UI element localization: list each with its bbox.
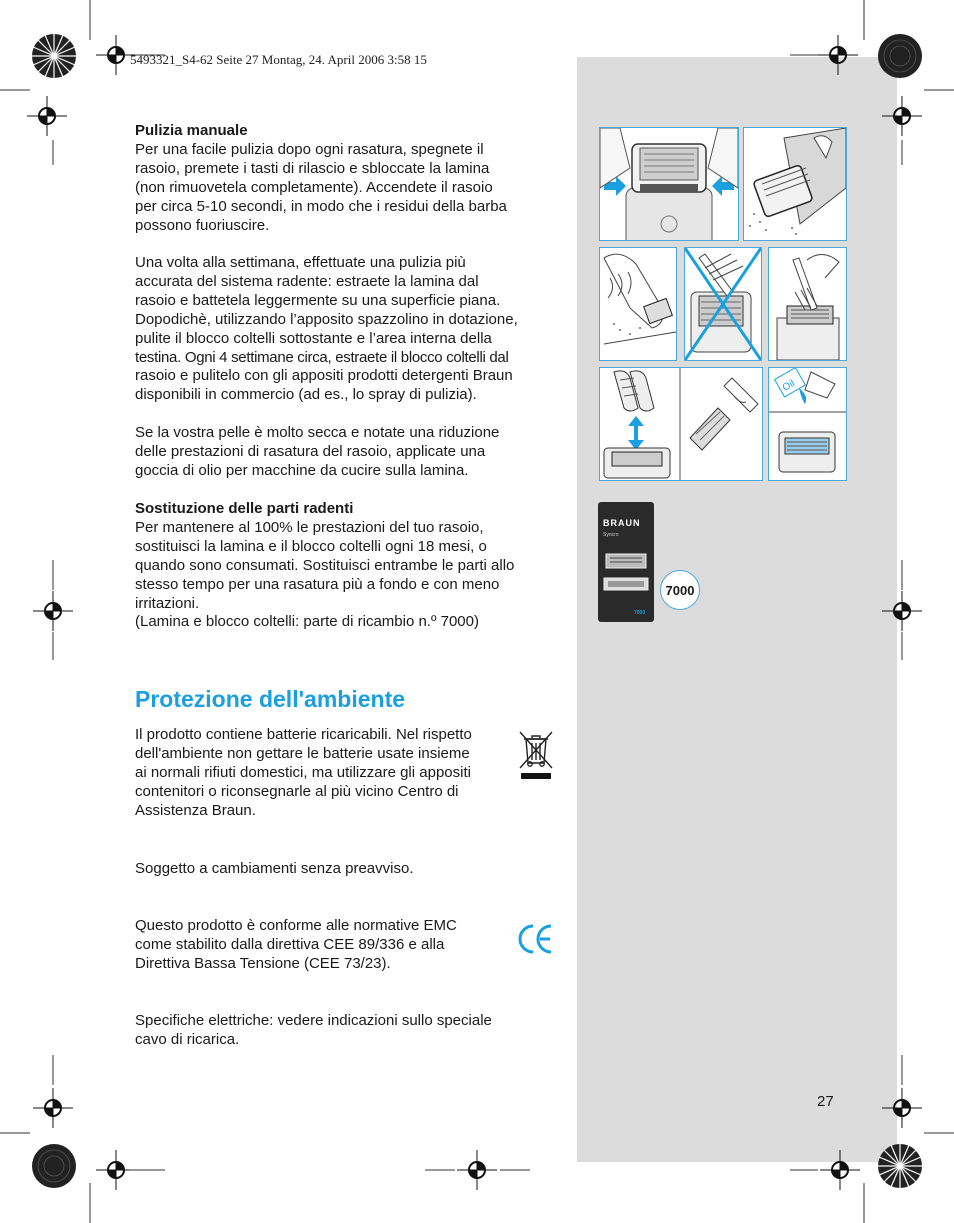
ce-mark-icon xyxy=(517,922,555,956)
text-line: rasoio e battetela leggermente su una superficie piana. xyxy=(135,291,501,309)
oil-label: Oil xyxy=(780,378,797,394)
text-line: stesso tempo per una rasatura più a fondo e con meno xyxy=(135,575,500,593)
manual-cleaning-heading: Pulizia manuale xyxy=(135,122,248,139)
text-line: Questo prodotto è conforme alle normative EMC xyxy=(135,917,457,934)
pack-tag: 7000 xyxy=(634,610,646,616)
replacement-pack xyxy=(598,502,654,622)
pack-brand-logo: BRAUN xyxy=(603,518,641,528)
notice-section xyxy=(135,860,557,879)
manual-cleaning-section xyxy=(135,122,557,235)
text-line: irritazioni. xyxy=(135,594,200,612)
text-line: Direttiva Bassa Tensione (CEE 73/23). xyxy=(135,954,391,972)
text-line: Dopodichè, utilizzando l’apposito spazzolino in dotazione, xyxy=(135,310,518,328)
illustration-shaver-on xyxy=(743,127,847,241)
text-line: Assistenza Braun. xyxy=(135,801,256,819)
part-number-badge: 7000 xyxy=(660,570,700,610)
text-line: ai normali rifiuti domestici, ma utilizzare gli appositi xyxy=(135,763,471,781)
text-line: Il prodotto contiene batterie ricaricabili. Nel rispetto xyxy=(135,726,472,743)
text-line: disponibili in commercio (ad es., lo spray di pulizia). xyxy=(135,386,477,404)
text-line: rasoio, premete i tasti di rilascio e sbloccate la lamina xyxy=(135,159,490,177)
text-line: testina. Ogni 4 settimane circa, estraete il blocco coltelli dal xyxy=(135,348,509,366)
oil-section xyxy=(135,424,557,481)
crossed-bin-icon xyxy=(517,729,555,781)
illustration-cutter-spray xyxy=(599,367,763,481)
illustration-release-foil xyxy=(599,127,739,241)
illustration-brush-cutter xyxy=(768,247,847,361)
text-line: come stabilito dalla direttiva CEE 89/336 e alla xyxy=(135,935,445,953)
text-line: accurata del sistema radente: estraete la lamina dal xyxy=(135,272,479,290)
electrical-section xyxy=(135,1012,557,1050)
text-line: (non rimuovetela completamente). Accendete il rasoio xyxy=(135,178,493,196)
text-line: possono fuoriuscire. xyxy=(135,216,270,234)
pack-parts-image xyxy=(602,548,650,606)
text-line: delle prestazioni di rasatura del rasoio, applicate una xyxy=(135,442,486,460)
text-line: Se la vostra pelle è molto secca e notate una riduzione xyxy=(135,424,500,441)
text-line: cavo di ricarica. xyxy=(135,1030,240,1048)
environment-title: Protezione dell'ambiente xyxy=(135,686,406,712)
text-line: quando sono consumati. Sostituisci entrambe le parti allo xyxy=(135,556,515,574)
print-header: 5493321_S4-62 Seite 27 Montag, 24. April 2006 3:58 15 xyxy=(130,52,427,67)
page-number: 27 xyxy=(817,1093,834,1110)
text-line: Specifiche elettriche: vedere indicazioni sullo speciale xyxy=(135,1012,492,1029)
replacement-section xyxy=(135,500,557,632)
text-line: dell'ambiente non gettare le batterie usate insieme xyxy=(135,744,470,762)
environment-section xyxy=(135,726,515,821)
pack-sub-label: Syncro xyxy=(603,532,619,538)
text-line: Per una facile pulizia dopo ogni rasatura, spegnete il xyxy=(135,140,484,158)
text-line: rasoio e pulitelo con gli appositi prodotti detergenti Braun xyxy=(135,367,513,385)
text-line: goccia di olio per macchine da cucire sulla lamina. xyxy=(135,461,469,479)
text-line: (Lamina e blocco coltelli: parte di ricambio n.º 7000) xyxy=(135,613,479,631)
illustration-tap-foil xyxy=(599,247,677,361)
illustration-oil-foil xyxy=(768,367,847,481)
replacement-heading: Sostituzione delle parti radenti xyxy=(135,500,354,517)
notice-text: Soggetto a cambiamenti senza preavviso. xyxy=(135,860,414,877)
text-line: per circa 5-10 secondi, in modo che i residui della barba xyxy=(135,197,507,215)
illustration-no-brush-foil xyxy=(684,247,762,361)
text-line: sostituisci la lamina e il blocco coltelli ogni 18 mesi, o xyxy=(135,537,487,555)
text-line: pulite il blocco coltelli sottostante e l’area interna della xyxy=(135,329,492,347)
text-line: contenitori o riconsegnarle al più vicino Centro di xyxy=(135,782,459,800)
weekly-cleaning-section xyxy=(135,254,557,405)
text-line: Una volta alla settimana, effettuate una pulizia più xyxy=(135,254,466,271)
text-line: Per mantenere al 100% le prestazioni del tuo rasoio, xyxy=(135,518,484,536)
emc-section xyxy=(135,917,515,974)
